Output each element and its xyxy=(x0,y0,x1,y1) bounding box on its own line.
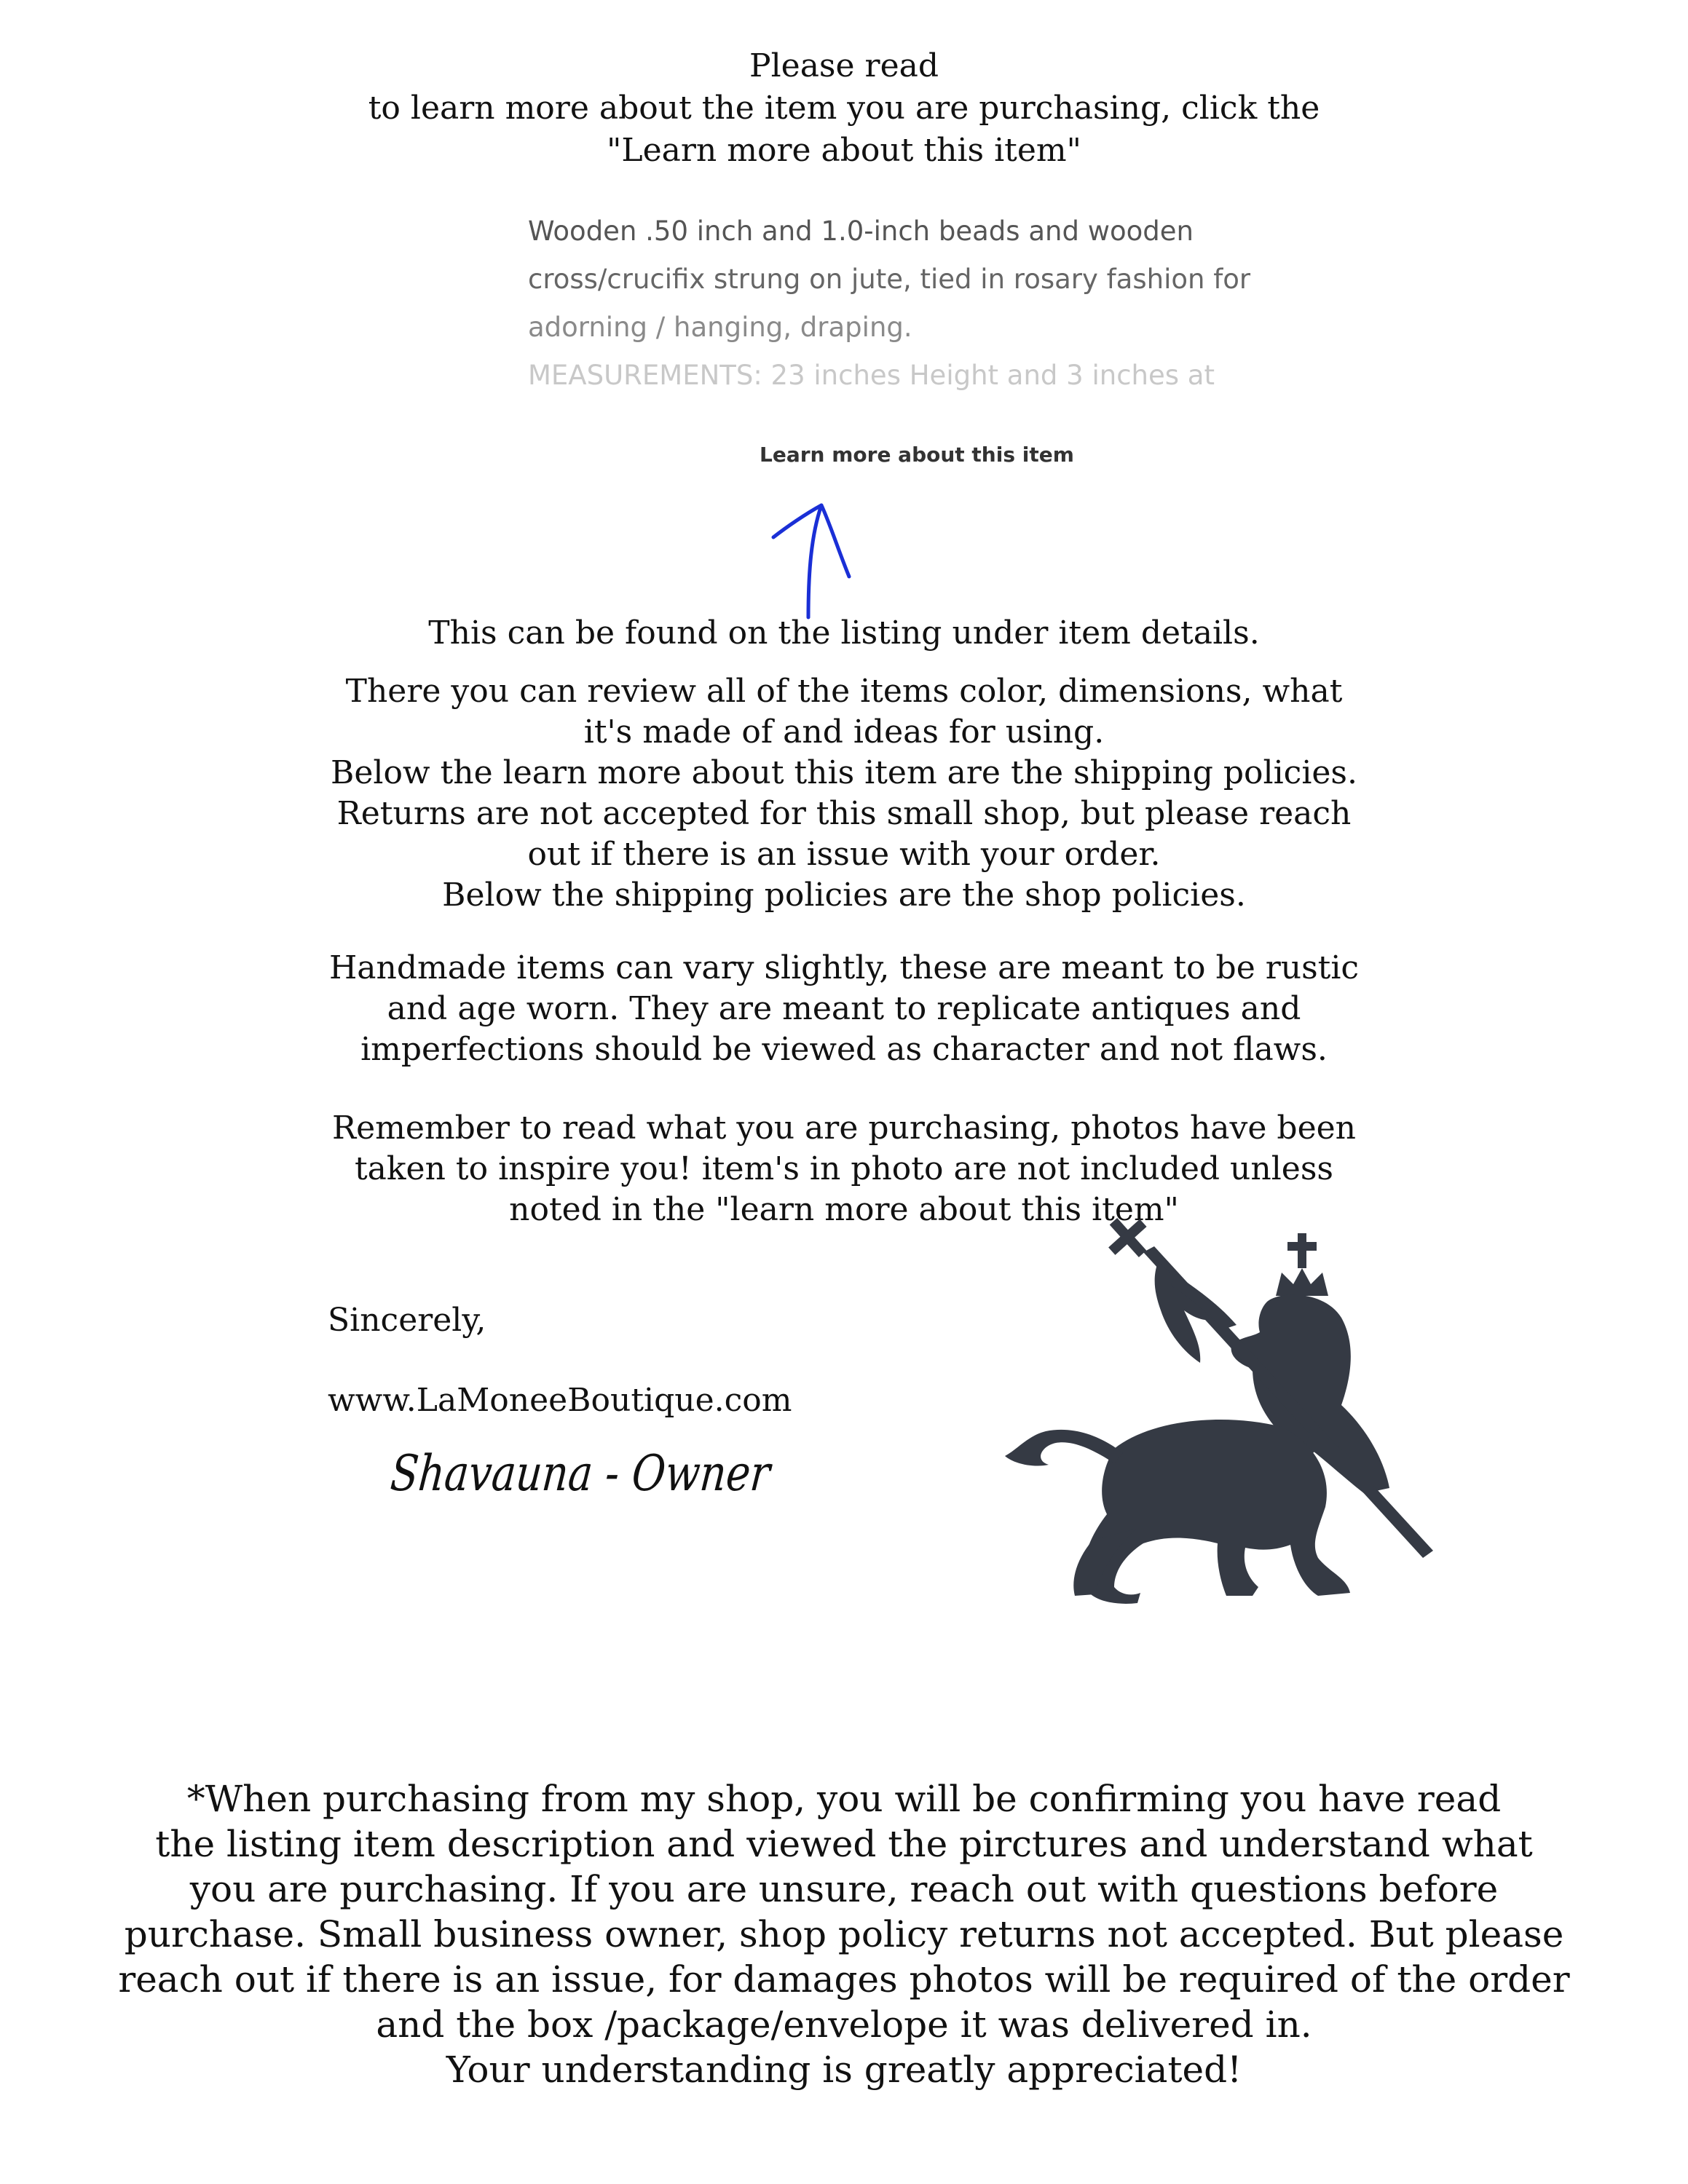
salutation: Sincerely, xyxy=(328,1302,486,1339)
arrow-up-icon xyxy=(757,495,874,626)
description-line-3: adorning / hanging, draping. xyxy=(528,312,912,343)
intro-line-3: "Learn more about this item" xyxy=(607,132,1081,169)
handmade-paragraph xyxy=(0,948,1688,1070)
website-link[interactable]: www.LaMoneeBoutique.com xyxy=(328,1382,792,1419)
paragraph-line: noted in the "learn more about this item" xyxy=(509,1191,1179,1228)
policy-line: the listing item description and viewed the pirctures and understand what xyxy=(155,1823,1533,1865)
learn-more-link[interactable]: Learn more about this item xyxy=(760,443,1074,467)
policy-line: *When purchasing from my shop, you will be confirming you have read xyxy=(186,1778,1502,1820)
description-line-2: cross/crucifix strung on jute, tied in rosary fashion for xyxy=(528,264,1251,295)
paragraph-line: This can be found on the listing under item details. xyxy=(428,614,1260,652)
paragraph-line: There you can review all of the items color, dimensions, what xyxy=(345,673,1343,710)
policy-line: Your understanding is greatly appreciated! xyxy=(446,2049,1242,2091)
policy-line: and the box /package/envelope it was delivered in. xyxy=(376,2003,1312,2046)
intro-block xyxy=(0,45,1688,172)
policy-line: you are purchasing. If you are unsure, reach out with questions before xyxy=(189,1868,1499,1910)
description-line-4: MEASUREMENTS: 23 inches Height and 3 inches at xyxy=(528,360,1215,391)
intro-line-1: Please read xyxy=(749,47,939,84)
paragraph-line: out if there is an issue with your order. xyxy=(527,836,1161,873)
lion-of-judah-icon xyxy=(1005,1208,1456,1616)
policy-line: purchase. Small business owner, shop policy returns not accepted. But please xyxy=(124,1913,1564,1955)
purchase-policy xyxy=(0,1776,1688,2092)
paragraph-line: and age worn. They are meant to replicate antiques and xyxy=(387,990,1301,1027)
paragraph-line: Below the shipping policies are the shop policies. xyxy=(442,877,1246,914)
description-line-1: Wooden .50 inch and 1.0-inch beads and wooden xyxy=(528,215,1194,247)
review-paragraph xyxy=(0,671,1688,916)
intro-line-2: to learn more about the item you are purchasing, click the xyxy=(368,90,1320,127)
paragraph-line: Below the learn more about this item are the shipping policies. xyxy=(331,754,1357,791)
paragraph-line: it's made of and ideas for using. xyxy=(583,713,1105,751)
paragraph-line: taken to inspire you! item's in photo are not included unless xyxy=(354,1150,1334,1187)
signature: Shavauna - Owner xyxy=(388,1445,773,1503)
item-details-note xyxy=(0,613,1688,654)
paragraph-line: imperfections should be viewed as character and not flaws. xyxy=(360,1031,1328,1068)
policy-line: reach out if there is an issue, for damages photos will be required of the order xyxy=(118,1958,1570,2001)
paragraph-line: Handmade items can vary slightly, these are meant to be rustic xyxy=(328,949,1360,986)
paragraph-line: Returns are not accepted for this small shop, but please reach xyxy=(336,795,1352,832)
paragraph-line: Remember to read what you are purchasing, photos have been xyxy=(331,1109,1356,1147)
